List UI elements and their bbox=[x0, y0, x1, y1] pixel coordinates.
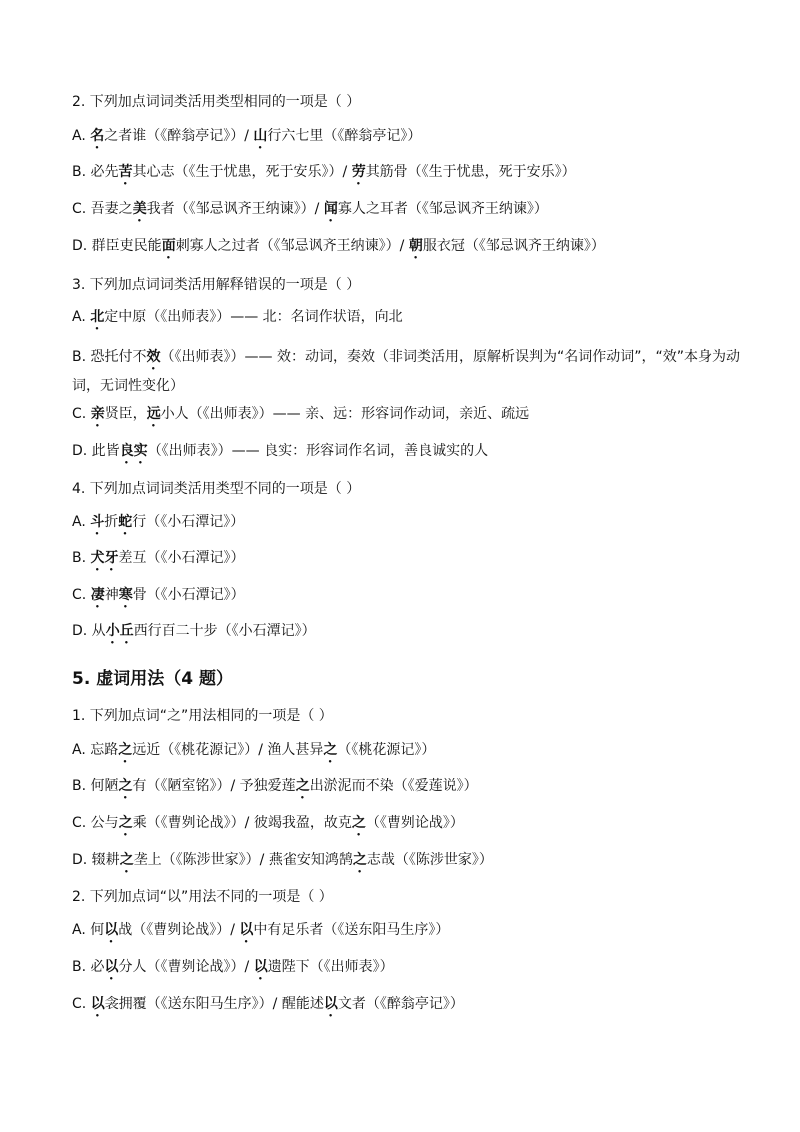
emphasized-word: 以 bbox=[323, 996, 338, 1012]
text-segment: 其筋骨（《生于忧患，死于安乐》） bbox=[365, 164, 576, 180]
text-segment: D. 从 bbox=[72, 623, 106, 639]
emphasized-word: 良实 bbox=[119, 443, 148, 459]
text-segment: C. bbox=[72, 587, 91, 603]
option-line bbox=[72, 236, 760, 262]
option-line bbox=[72, 585, 760, 611]
text-segment: 贤臣， bbox=[104, 406, 147, 422]
option-line bbox=[72, 920, 760, 946]
emphasized-word: 以 bbox=[239, 922, 254, 938]
text-segment: 乘（《曹刿论战》）/ 彼竭我盈，故克 bbox=[132, 815, 352, 831]
question-stem bbox=[72, 887, 760, 907]
emphasized-word: 北 bbox=[90, 309, 105, 325]
emphasized-word: 凄 bbox=[90, 587, 105, 603]
emphasized-word: 之 bbox=[295, 778, 310, 794]
option-line bbox=[72, 850, 760, 876]
text-segment: 2. 下列加点词词类活用类型相同的一项是（ ） bbox=[72, 94, 361, 110]
text-segment: C. bbox=[72, 996, 91, 1012]
text-segment: A. bbox=[72, 128, 91, 144]
text-segment: 其心志（《生于忧患，死于安乐》）/ bbox=[132, 164, 352, 180]
emphasized-word: 以 bbox=[104, 959, 119, 975]
emphasized-word: 美 bbox=[132, 201, 147, 217]
option-line bbox=[72, 404, 760, 430]
text-segment: D. 群臣吏民能 bbox=[72, 238, 162, 254]
emphasized-word: 山 bbox=[253, 128, 268, 144]
emphasized-word: 以 bbox=[253, 959, 268, 975]
question-stem bbox=[72, 706, 760, 726]
emphasized-word: 犬牙 bbox=[90, 550, 119, 566]
emphasized-word: 之 bbox=[119, 852, 134, 868]
option-line bbox=[72, 776, 760, 802]
text-segment: C. 吾妻之 bbox=[72, 201, 133, 217]
section-heading bbox=[72, 668, 233, 690]
text-segment: 出淤泥而不染（《爱莲说》） bbox=[309, 778, 478, 794]
emphasized-word: 小丘 bbox=[105, 623, 134, 639]
option-line bbox=[72, 548, 760, 574]
emphasized-word: 寒 bbox=[118, 587, 133, 603]
text-segment: 小人（《出师表》）—— 亲、远：形容词作动词，亲近、疏远 bbox=[160, 406, 530, 422]
text-segment: C. bbox=[72, 406, 91, 422]
emphasized-word: 斗 bbox=[90, 514, 105, 530]
text-segment: C. 公与 bbox=[72, 815, 119, 831]
emphasized-word: 苦 bbox=[118, 164, 133, 180]
text-segment: 有（《陋室铭》）/ 予独爱莲 bbox=[132, 778, 296, 794]
question-stem bbox=[72, 92, 760, 112]
text-segment: 5. 虚词用法（4 题） bbox=[72, 669, 233, 689]
emphasized-word: 以 bbox=[90, 996, 105, 1012]
text-segment: B. 必 bbox=[72, 959, 105, 975]
option-line bbox=[72, 621, 760, 647]
option-line bbox=[72, 126, 760, 152]
text-segment: D. 此皆 bbox=[72, 443, 120, 459]
emphasized-word: 之 bbox=[352, 852, 367, 868]
emphasized-word: 蛇 bbox=[118, 514, 133, 530]
text-segment: 衾拥覆（《送东阳马生序》）/ 醒能述 bbox=[104, 996, 324, 1012]
text-segment: （《曹刿论战》） bbox=[365, 815, 464, 831]
emphasized-word: 远 bbox=[146, 406, 161, 422]
text-segment: 遗陛下（《出师表》） bbox=[267, 959, 394, 975]
text-segment: 垄上（《陈涉世家》）/ 燕雀安知鸿鹄 bbox=[133, 852, 353, 868]
text-segment: A. 何 bbox=[72, 922, 105, 938]
option-line bbox=[72, 441, 760, 467]
emphasized-word: 之 bbox=[118, 778, 133, 794]
text-segment: B. 恐托付不 bbox=[72, 349, 147, 365]
text-segment: 服衣冠（《邹忌讽齐王纳谏》） bbox=[422, 238, 605, 254]
emphasized-word: 面 bbox=[161, 238, 176, 254]
emphasized-word: 之 bbox=[118, 815, 133, 831]
text-segment: B. bbox=[72, 550, 91, 566]
text-segment: 分人（《曹刿论战》）/ bbox=[118, 959, 254, 975]
emphasized-word: 之 bbox=[351, 815, 366, 831]
option-line bbox=[72, 957, 760, 983]
emphasized-word: 劳 bbox=[351, 164, 366, 180]
text-segment: 文者（《醉翁亭记》） bbox=[337, 996, 464, 1012]
question-stem bbox=[72, 275, 760, 295]
text-segment: A. bbox=[72, 514, 91, 530]
emphasized-word: 效 bbox=[146, 349, 161, 365]
text-segment: 4. 下列加点词词类活用类型不同的一项是（ ） bbox=[72, 481, 361, 497]
text-segment: （《桃花源记》） bbox=[337, 742, 436, 758]
text-segment: 远近（《桃花源记》）/ 渔人甚异 bbox=[132, 742, 324, 758]
emphasized-word: 以 bbox=[104, 922, 119, 938]
text-segment: 行六七里（《醉翁亭记》） bbox=[267, 128, 422, 144]
text-segment: 2. 下列加点词“以”用法不同的一项是（ ） bbox=[72, 889, 333, 905]
text-segment: B. 必先 bbox=[72, 164, 119, 180]
emphasized-word: 名 bbox=[90, 128, 105, 144]
text-segment: 骨（《小石潭记》） bbox=[132, 587, 245, 603]
option-line bbox=[72, 512, 760, 538]
option-line bbox=[72, 344, 760, 399]
text-segment: 志哉（《陈涉世家》） bbox=[366, 852, 493, 868]
text-segment: 3. 下列加点词词类活用解释错误的一项是（ ） bbox=[72, 277, 361, 293]
emphasized-word: 之 bbox=[118, 742, 133, 758]
emphasized-word: 闻 bbox=[323, 201, 338, 217]
text-segment: 中有足乐者（《送东阳马生序》） bbox=[253, 922, 450, 938]
question-stem bbox=[72, 479, 760, 499]
emphasized-word: 亲 bbox=[90, 406, 105, 422]
option-line bbox=[72, 307, 760, 333]
text-segment: A. bbox=[72, 309, 91, 325]
text-segment: 行（《小石潭记》） bbox=[132, 514, 245, 530]
text-segment: 寡人之耳者（《邹忌讽齐王纳谏》） bbox=[337, 201, 548, 217]
text-segment: A. 忘路 bbox=[72, 742, 119, 758]
text-segment: 折 bbox=[104, 514, 119, 530]
text-segment: （《出师表》）—— 良实：形容词作名词，善良诚实的人 bbox=[147, 443, 489, 459]
text-segment: 神 bbox=[104, 587, 119, 603]
emphasized-word: 朝 bbox=[408, 238, 423, 254]
text-segment: 西行百二十步（《小石潭记》） bbox=[133, 623, 316, 639]
option-line bbox=[72, 740, 760, 766]
option-line bbox=[72, 199, 760, 225]
text-segment: 之者谁（《醉翁亭记》）/ bbox=[104, 128, 254, 144]
text-segment: D. 辍耕 bbox=[72, 852, 120, 868]
text-segment: （《出师表》）—— 效：动词，奏效（非词类活用，原解析误判为“名词作动词”，“效”本身为动词，无词性变化） bbox=[72, 349, 740, 394]
option-line bbox=[72, 813, 760, 839]
text-segment: 定中原（《出师表》）—— 北：名词作状语，向北 bbox=[104, 309, 403, 325]
text-segment: 差互（《小石潭记》） bbox=[118, 550, 245, 566]
option-line bbox=[72, 162, 760, 188]
text-segment: 我者（《邹忌讽齐王纳谏》）/ bbox=[146, 201, 324, 217]
option-line bbox=[72, 994, 760, 1020]
text-segment: 战（《曹刿论战》）/ bbox=[118, 922, 240, 938]
text-segment: B. 何陋 bbox=[72, 778, 119, 794]
emphasized-word: 之 bbox=[323, 742, 338, 758]
text-segment: 刺寡人之过者（《邹忌讽齐王纳谏》）/ bbox=[175, 238, 409, 254]
text-segment: 1. 下列加点词“之”用法相同的一项是（ ） bbox=[72, 708, 333, 724]
